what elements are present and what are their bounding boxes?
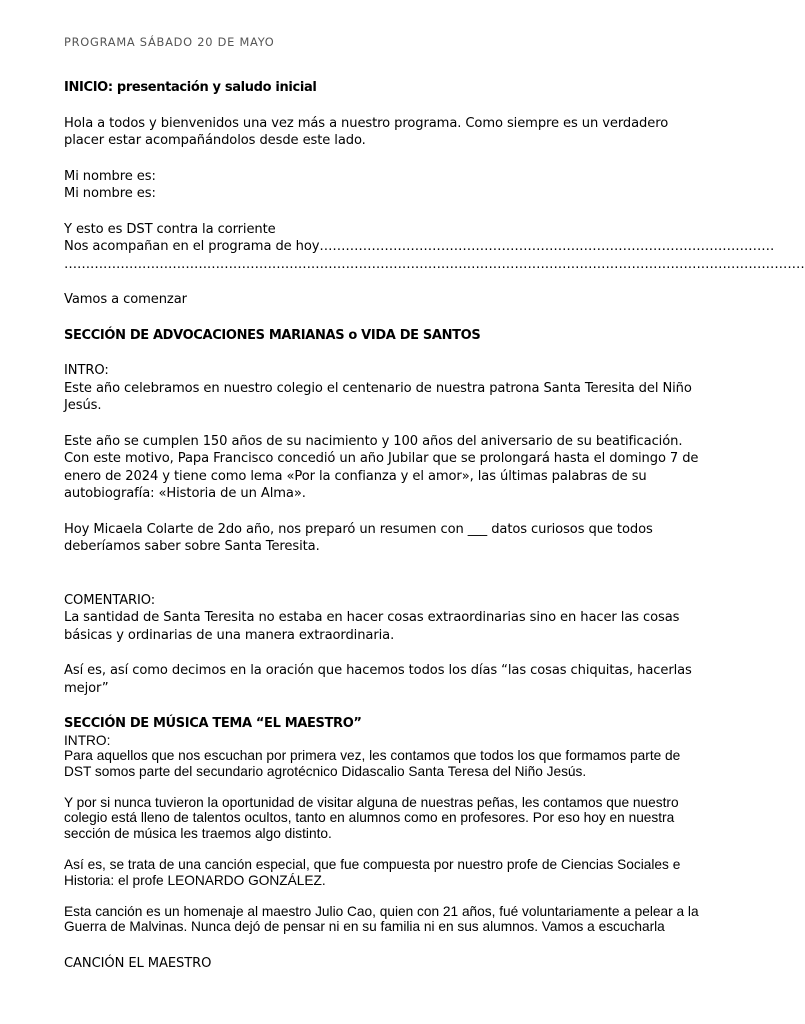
name-line-2: Mi nombre es: <box>64 186 156 201</box>
musica-para-2: Y por si nunca tuvieron la oportunidad de visitar alguna de nuestras peñas, les contamos que nuestro colegio está lleno de talentos ocultos, tanto en alumnos como en profesores. Por eso hoy en nuestra sección de música les traemos algo distinto. <box>64 794 679 841</box>
guests-line: Nos acompañan en el programa de hoy…………………………………………………………………………………………… <box>64 239 775 254</box>
name-line-1: Mi nombre es: <box>64 168 156 184</box>
greeting-paragraph: Hola a todos y bienvenidos una vez más a nuestro programa. Como siempre es un verdadero placer estar acompañándolos desde este lado. <box>64 115 669 148</box>
song-title: CANCIÓN EL MAESTRO <box>64 955 212 971</box>
musica-para-4: Esta canción es un homenaje al maestro Julio Cao, quien con 21 años, fué voluntariamente a pelear a la Guerra de Malvinas. Nunca dejó de pensar ni en su familia ni en sus alumnos. Vamos a escucharla <box>64 903 699 935</box>
document-body <box>64 79 805 972</box>
musica-heading: SECCIÓN DE MÚSICA TEMA “EL MAESTRO” <box>64 716 362 731</box>
marianas-intro-1: Este año celebramos en nuestro colegio el centenario de nuestra patrona Santa Teresita del Niño Jesús. <box>64 380 692 413</box>
inicio-heading: INICIO: presentación y saludo inicial <box>64 80 317 95</box>
musica-intro-label: INTRO: <box>64 732 111 748</box>
show-name-line: Y esto es DST contra la corriente <box>64 221 276 237</box>
marianas-intro-2: Este año se cumplen 150 años de su nacimiento y 100 años del aniversario de su beatificación. Con este motivo, Papa Francisco concedió un año Jubilar que se prolongará hasta el domingo 7 de enero de 2024 y tiene como lema «Por la confianza y el amor», las últimas palabras de su autobiografía: «Historia de un Alma». <box>64 433 699 501</box>
start-line: Vamos a comenzar <box>64 292 187 307</box>
comment-label: COMENTARIO: <box>64 592 156 608</box>
musica-para-3: Así es, se trata de una canción especial, que fue compuesta por nuestro profe de Ciencias Sociales e Historia: el profe LEONARDO GONZÁLEZ. <box>64 857 681 888</box>
marianas-heading: SECCIÓN DE ADVOCACIONES MARIANAS o VIDA DE SANTOS <box>64 327 481 343</box>
comment-2: Así es, así como decimos en la oración que hacemos todos los días “las cosas chiquitas, hacerlas mejor” <box>64 663 692 696</box>
dots-line: ……………………………………………………………………………………………………………………………………………………… <box>64 256 805 272</box>
marianas-intro-3: Hoy Micaela Colarte de 2do año, nos preparó un resumen con ___ datos curiosos que todos deberíamos saber sobre Santa Teresita. <box>64 521 653 554</box>
comment-1: La santidad de Santa Teresita no estaba en hacer cosas extraordinarias sino en hacer las cosas básicas y ordinarias de una manera extraordinaria. <box>64 610 680 643</box>
marianas-intro-label: INTRO: <box>64 363 109 378</box>
page-header: PROGRAMA SÁBADO 20 DE MAYO <box>64 35 275 49</box>
musica-para-1: Para aquellos que nos escuchan por primera vez, les contamos que todos los que formamos parte de DST somos parte del secundario agrotécnico Didascalio Santa Teresa del Niño Jesús. <box>64 748 681 779</box>
